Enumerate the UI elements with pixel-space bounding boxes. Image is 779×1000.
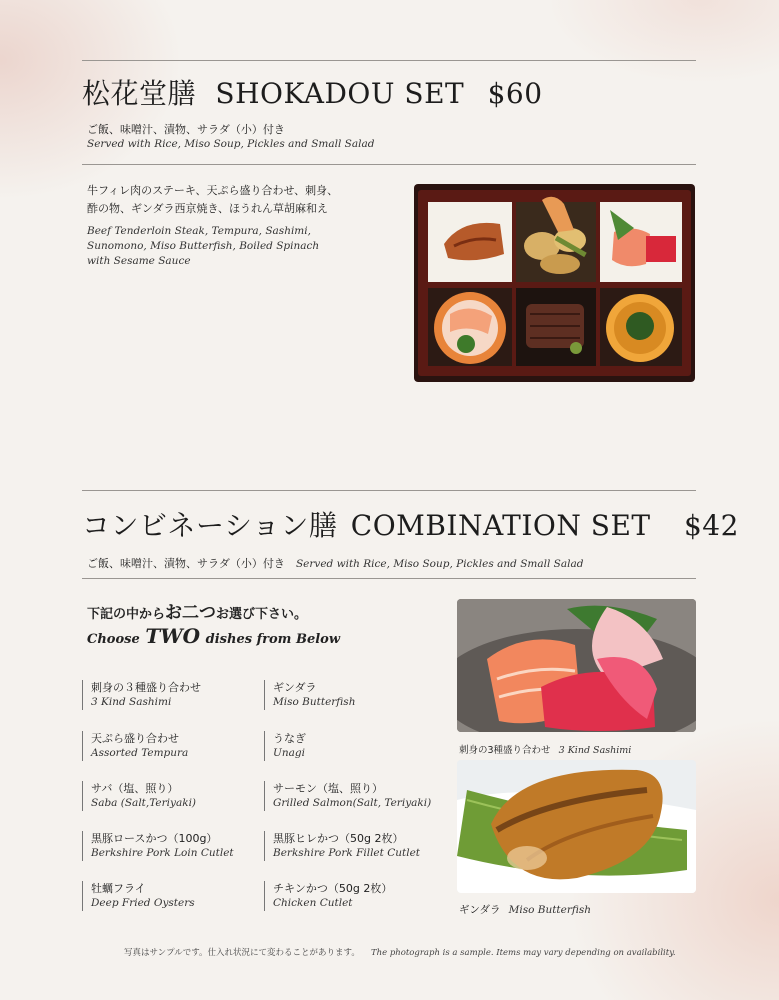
shokadou-rule [82, 164, 696, 165]
footer-note-jp: 写真はサンプルです。仕入れ状況にて変わることがあります。 [124, 948, 360, 958]
item-jp: 黒豚ロースかつ（100g） [91, 832, 218, 845]
bento-illustration [414, 184, 695, 382]
choose-jp-c: お選び下さい。 [216, 607, 308, 622]
sashimi-caption [459, 738, 631, 757]
list-item [264, 680, 355, 710]
combination-top-rule [82, 490, 696, 491]
shokadou-desc-jp-2: 酢の物、ギンダラ西京焼き、ほうれん草胡麻和え [87, 202, 329, 215]
item-en: Berkshire Pork Loin Cutlet [91, 847, 234, 859]
shokadou-desc-en-1: Beef Tenderloin Steak, Tempura, Sashimi, [87, 225, 311, 237]
shokadou-served-jp: ご飯、味噌汁、漬物、サラダ（小）付き [87, 123, 285, 136]
list-item [82, 831, 234, 861]
shokadou-desc-en-3: with Sesame Sauce [87, 255, 191, 267]
item-en: Deep Fried Oysters [91, 897, 195, 909]
shokadou-price: $60 [487, 77, 543, 110]
item-jp: 黒豚ヒレかつ（50g 2枚） [273, 832, 404, 845]
shokadou-desc-jp-1: 牛フィレ肉のステーキ、天ぷら盛り合わせ、刺身、 [87, 184, 339, 197]
footer-note [124, 940, 676, 959]
shokadou-desc-en-2: Sunomono, Miso Butterfish, Boiled Spinach [87, 240, 320, 252]
combination-served-jp: ご飯、味噌汁、漬物、サラダ（小）付き [87, 557, 285, 570]
shokadou-title-jp: 松花堂膳 [82, 77, 197, 110]
choose-en [87, 624, 340, 648]
item-jp: チキンかつ（50g 2枚） [273, 882, 393, 895]
item-jp: うなぎ [273, 732, 306, 745]
choose-jp-b: お二つ [165, 603, 217, 623]
item-en: Miso Butterfish [273, 696, 356, 708]
item-en: Grilled Salmon(Salt, Teriyaki) [273, 797, 432, 809]
choose-jp [87, 598, 307, 623]
shokadou-title-en: SHOKADOU SET [215, 77, 465, 110]
item-jp: 天ぷら盛り合わせ [91, 732, 179, 745]
choose-en-b: TWO [145, 624, 201, 648]
combination-title [82, 504, 739, 544]
combination-rule [82, 578, 696, 579]
list-item [264, 831, 420, 861]
item-en: 3 Kind Sashimi [91, 696, 172, 708]
item-jp: サーモン（塩、照り） [273, 782, 383, 795]
shokadou-bento-photo [414, 184, 695, 382]
sashimi-caption-jp: 刺身の3種盛り合わせ [459, 745, 551, 756]
combination-title-jp: コンビネーション膳 [82, 509, 338, 542]
item-en: Assorted Tempura [91, 747, 189, 759]
list-item [264, 781, 431, 811]
sashimi-photo [457, 599, 696, 732]
combination-served-en: Served with Rice, Miso Soup, Pickles and Small Salad [295, 558, 584, 570]
sashimi-illustration [457, 599, 696, 732]
sashimi-caption-en: 3 Kind Sashimi [558, 745, 632, 756]
choose-en-a: Choose [87, 632, 140, 647]
butterfish-caption-en: Miso Butterfish [508, 904, 592, 916]
list-item [264, 731, 306, 761]
footer-note-en: The photograph is a sample. Items may vary depending on availability. [370, 948, 676, 958]
item-en: Unagi [273, 747, 305, 759]
item-jp: ギンダラ [273, 681, 317, 694]
shokadou-served-en: Served with Rice, Miso Soup, Pickles and Small Salad [87, 138, 375, 150]
list-item [82, 781, 196, 811]
top-rule [82, 60, 696, 61]
choose-jp-a: 下記の中から [87, 607, 166, 622]
item-en: Berkshire Pork Fillet Cutlet [273, 847, 421, 859]
combination-served [87, 552, 583, 571]
combination-title-en: COMBINATION SET [350, 509, 651, 542]
butterfish-caption-jp: ギンダラ [459, 904, 501, 916]
choose-en-c: dishes from Below [205, 632, 341, 647]
list-item [82, 680, 201, 710]
item-jp: 刺身の３種盛り合わせ [91, 681, 201, 694]
butterfish-photo [457, 760, 696, 893]
item-en: Chicken Cutlet [273, 897, 353, 909]
item-jp: サバ（塩、照り） [91, 782, 179, 795]
butterfish-caption [459, 898, 591, 917]
shokadou-title [82, 72, 543, 112]
list-item [82, 731, 188, 761]
item-jp: 牡蠣フライ [91, 882, 146, 895]
butterfish-illustration [457, 760, 696, 893]
combination-price: $42 [683, 509, 739, 542]
item-en: Saba (Salt,Teriyaki) [91, 797, 197, 809]
list-item [82, 881, 195, 911]
list-item [264, 881, 392, 911]
